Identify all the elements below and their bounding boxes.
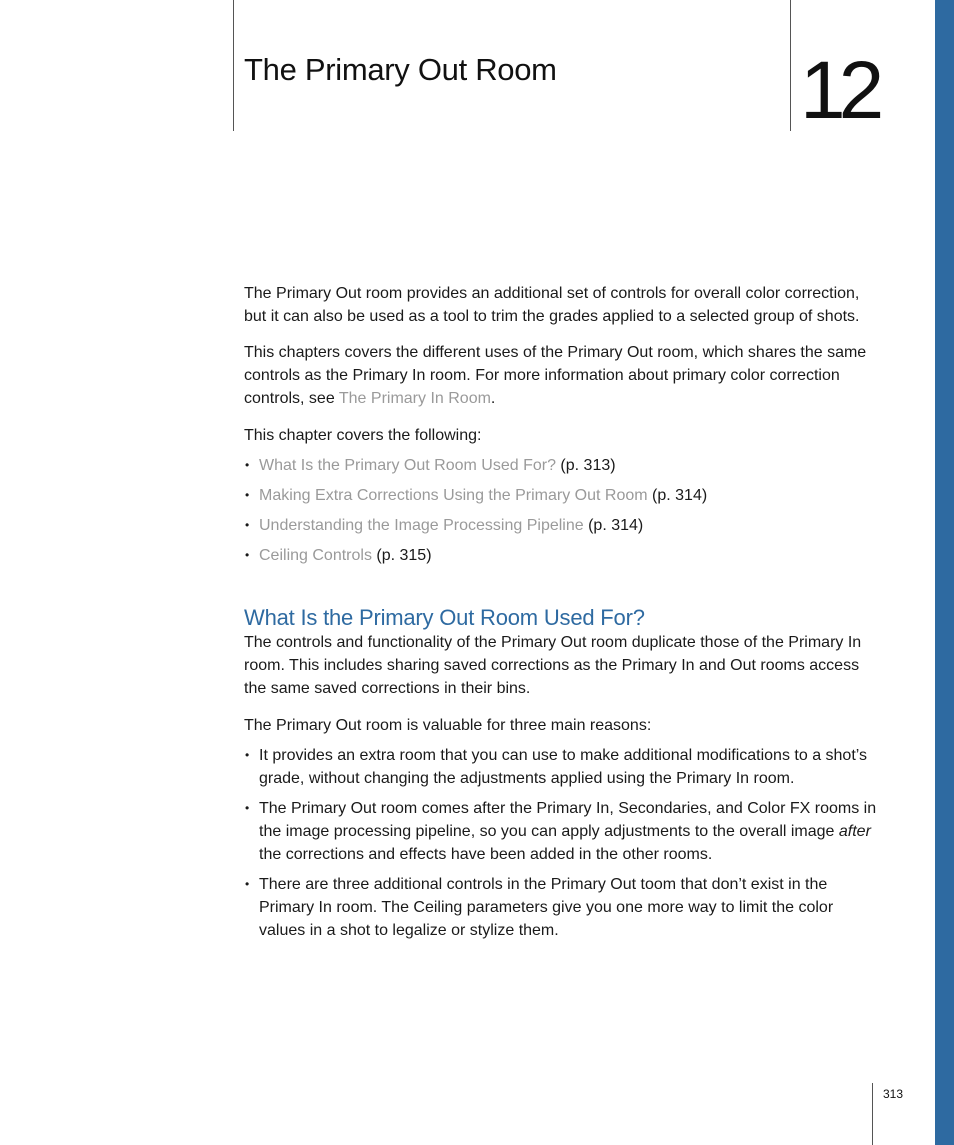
toc-page-ref: (p. 314) <box>647 487 708 504</box>
page-content <box>244 282 880 949</box>
toc-link-pipeline[interactable]: Understanding the Image Processing Pipeline <box>259 517 584 534</box>
header-rule-left <box>233 0 234 131</box>
footer-rule <box>872 1083 873 1145</box>
list-item <box>244 544 880 567</box>
toc-page-ref: (p. 315) <box>371 547 432 564</box>
list-item <box>244 873 880 942</box>
chapter-title: The Primary Out Room <box>244 52 557 87</box>
list-item <box>244 484 880 507</box>
toc-link-extra-corrections[interactable]: Making Extra Corrections Using the Primary Out Room <box>259 487 648 504</box>
bullet-icon: • <box>245 518 250 532</box>
bullet-icon: • <box>245 748 250 762</box>
section-heading: What Is the Primary Out Room Used For? <box>244 605 645 630</box>
reason-text: the corrections and effects have been added in the other rooms. <box>259 846 713 863</box>
bullet-icon: • <box>245 877 250 891</box>
list-item <box>244 797 880 866</box>
toc-link-ceiling-controls[interactable]: Ceiling Controls <box>259 547 372 564</box>
reason-emphasis: after <box>838 823 871 840</box>
bullet-icon: • <box>245 801 250 815</box>
list-item <box>244 514 880 537</box>
reason-text: It provides an extra room that you can use to make additional modifications to a shot’s grade, without changing the adjustments applied using the Primary In room. <box>259 747 868 787</box>
list-item <box>244 454 880 477</box>
list-item <box>244 744 880 790</box>
intro-paragraph: The Primary Out room provides an additional set of controls for overall color correction, but it can also be used as a tool to trim the grades applied to a selected group of shots. <box>244 285 860 325</box>
toc-page-ref: (p. 313) <box>555 457 616 474</box>
reasons-list <box>244 744 880 942</box>
chapter-contents-list <box>244 454 880 567</box>
section-paragraph: The controls and functionality of the Primary Out room duplicate those of the Primary In room. This includes sharing saved corrections as the Primary In and Out rooms access the same saved corrections in their bins. <box>244 634 862 697</box>
bullet-icon: • <box>245 458 250 472</box>
intro-paragraph-cross-reference: This chapters covers the different uses of the Primary Out room, which shares the same controls as the Primary In room. For more information about primary color correction controls, see The Primary In Room. <box>244 344 867 407</box>
section-reasons-intro: The Primary Out room is valuable for three main reasons: <box>244 717 652 734</box>
toc-link-used-for[interactable]: What Is the Primary Out Room Used For? <box>259 457 556 474</box>
header-rule-right <box>790 0 791 131</box>
toc-page-ref: (p. 314) <box>583 517 644 534</box>
chapter-side-tab <box>935 0 954 1145</box>
reason-text: There are three additional controls in the Primary Out toom that don’t exist in the Primary In room. The Ceiling parameters give you one more way to limit the color values in a shot to legalize or stylize them. <box>259 876 834 939</box>
primary-in-room-link[interactable]: The Primary In Room <box>338 390 491 407</box>
reason-text: The Primary Out room comes after the Primary In, Secondaries, and Color FX rooms in the image processing pipeline, so you can apply adjustments to the overall image <box>259 800 877 840</box>
chapter-covers-label: This chapter covers the following: <box>244 427 482 444</box>
bullet-icon: • <box>245 548 250 562</box>
chapter-number: 12 <box>800 45 878 136</box>
bullet-icon: • <box>245 488 250 502</box>
page-number: 313 <box>883 1087 904 1101</box>
